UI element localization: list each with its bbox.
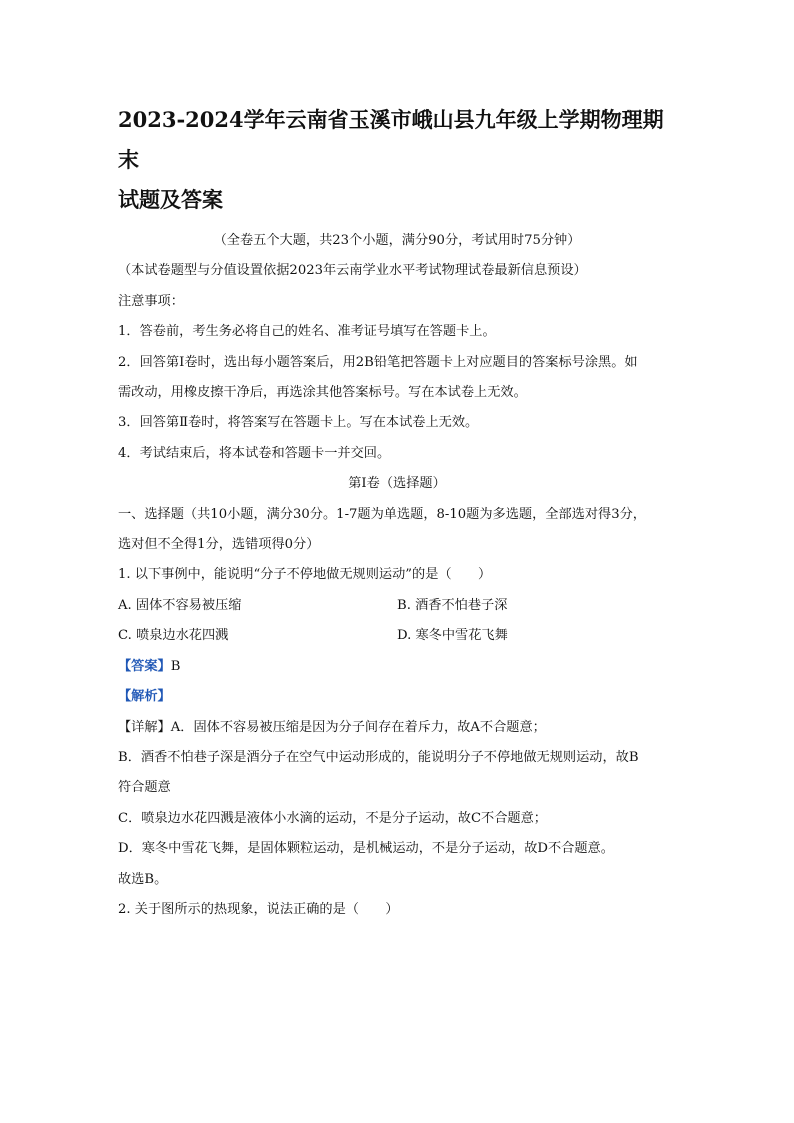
option-b: B. 酒香不怕巷子深 [397, 597, 508, 613]
question-2-stem: 2. 关于图所示的热现象，说法正确的是（ ） [118, 901, 399, 917]
notice-item: 2．回答第Ⅰ卷时，选出每小题答案后，用2B铅笔把答题卡上对应题目的答案标号涂黑。如 [118, 354, 638, 370]
detail-b: B．酒香不怕巷子深是酒分子在空气中运动形成的，能说明分子不停地做无规则运动，故B [118, 749, 639, 765]
detail-a-text: A．固体不容易被压缩是因为分子间存在着斥力，故A不合题意； [170, 719, 546, 735]
doc-title-line2: 试题及答案 [118, 187, 223, 212]
question-1-options-row1 [118, 591, 676, 621]
section-title: 第Ⅰ卷（选择题） [348, 476, 446, 492]
notice-item: 需改动，用橡皮擦干净后，再选涂其他答案标号。写在本试卷上无效。 [118, 385, 527, 401]
detail-tag: 【详解】 [118, 719, 171, 735]
doc-subtitle: （全卷五个大题，共23个小题，满分90分，考试用时75分钟） [213, 233, 581, 248]
notice-item: 1．答卷前，考生务必将自己的姓名、准考证号填写在答题卡上。 [118, 324, 496, 340]
analysis-tag: 【解析】 [118, 689, 171, 705]
notice-item: 3．回答第Ⅱ卷时，将答案写在答题卡上。写在本试卷上无效。 [118, 415, 479, 431]
conclusion: 故选B。 [118, 871, 168, 887]
part1-instructions-cont: 选对但不全得1分，选错项得0分） [118, 537, 320, 553]
question-1-stem: 1. 以下事例中，能说明“分子不停地做无规则运动”的是（ ） [118, 567, 492, 583]
detail-b-cont: 符合题意 [118, 780, 171, 796]
answer-line [118, 652, 676, 682]
option-a: A. 固体不容易被压缩 [118, 597, 242, 613]
question-1-options-row2 [118, 621, 676, 651]
detail-a [118, 713, 676, 743]
doc-title-line1: 2023-2024学年云南省玉溪市峨山县九年级上学期物理期末 [118, 107, 664, 172]
part1-instructions: 一、选择题（共10小题，满分30分。1-7题为单选题，8-10题为多选题，全部选对得3分， [118, 506, 646, 522]
detail-c: C．喷泉边水花四溅是液体小水滴的运动，不是分子运动，故C不合题意； [118, 810, 547, 826]
doc-basis-note: （本试卷题型与分值设置依据2023年云南学业水平考试物理试卷最新信息预设） [118, 263, 587, 279]
analysis-line [118, 682, 676, 712]
notice-item: 4．考试结束后，将本试卷和答题卡一并交回。 [118, 445, 391, 461]
detail-d: D．寒冬中雪花飞舞，是固体颗粒运动，是机械运动，不是分子运动，故D不合题意。 [118, 841, 614, 857]
notice-heading: 注意事项： [118, 293, 184, 309]
option-c: C. 喷泉边水花四溅 [118, 628, 229, 644]
answer-value: B [170, 658, 181, 674]
answer-tag: 【答案】 [118, 658, 171, 674]
option-d: D. 寒冬中雪花飞舞 [397, 628, 508, 644]
